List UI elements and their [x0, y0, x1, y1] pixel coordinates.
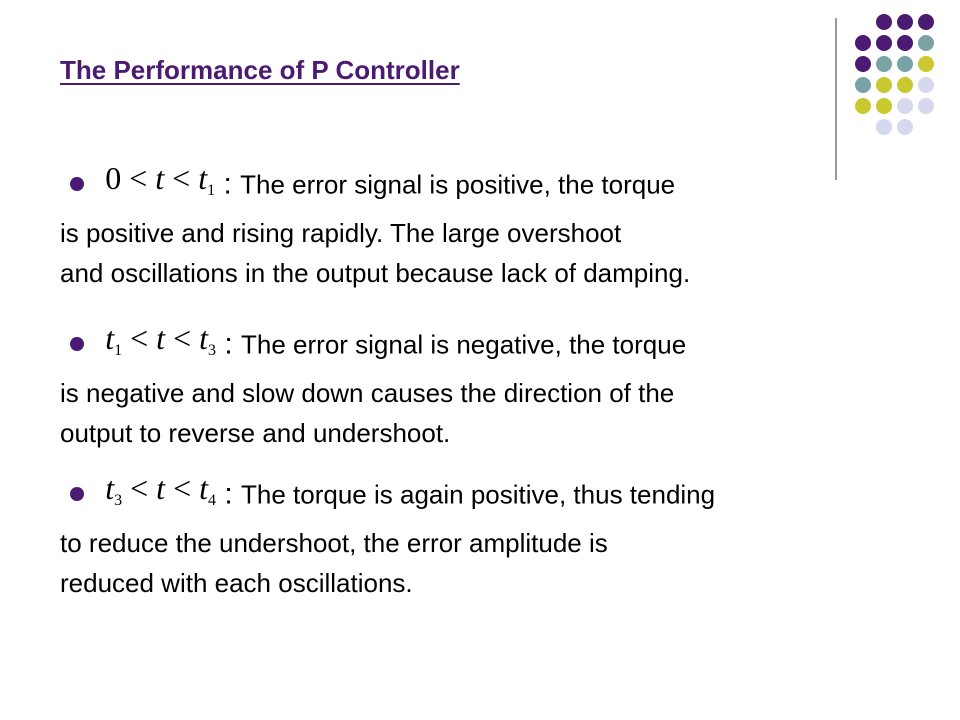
decorative-dot — [876, 77, 892, 93]
bullet-item-2 — [60, 320, 920, 453]
bullet-text-line: The error signal is positive, the torque — [240, 169, 676, 200]
bullet-text-line: reduced with each oscillations. — [60, 568, 413, 598]
decorative-dot — [918, 14, 934, 30]
bullet-text-line: is positive and rising rapidly. The large overshoot — [60, 218, 622, 248]
bullet-icon — [70, 337, 84, 351]
decorative-dot — [876, 98, 892, 114]
decorative-dot — [855, 56, 871, 72]
decorative-dot — [897, 77, 913, 93]
bullet-text-line: The torque is again positive, thus tending — [241, 479, 716, 510]
bullet-first-line — [60, 160, 920, 213]
decorative-dot — [876, 119, 892, 135]
bullet-text-line: The error signal is negative, the torque — [241, 329, 687, 360]
decorative-dot — [897, 14, 913, 30]
time-interval-expression: $t_3 < t < t_4$ — [105, 470, 216, 509]
separator: : — [215, 167, 241, 201]
decorative-dot — [897, 56, 913, 72]
separator: : — [216, 477, 242, 511]
decorative-dot — [897, 119, 913, 135]
decorative-dot — [855, 77, 871, 93]
decorative-dot — [918, 35, 934, 51]
decorative-dot — [855, 35, 871, 51]
bullet-text-line: is negative and slow down causes the direction of the — [60, 378, 675, 408]
separator: : — [216, 327, 242, 361]
bullet-item-1 — [60, 160, 920, 293]
decorative-dot — [876, 35, 892, 51]
bullet-text-line: output to reverse and undershoot. — [60, 418, 451, 448]
decorative-dot — [855, 98, 871, 114]
bullet-first-line — [60, 470, 920, 523]
bullet-icon — [70, 487, 84, 501]
bullet-icon — [70, 177, 84, 191]
decorative-dot — [918, 98, 934, 114]
decorative-dot — [897, 98, 913, 114]
decorative-dot — [918, 56, 934, 72]
time-interval-expression: $t_1 < t < t_3$ — [105, 320, 216, 359]
decorative-dot — [876, 14, 892, 30]
decorative-dot — [876, 56, 892, 72]
decorative-dot — [918, 77, 934, 93]
slide-title: The Performance of P Controller — [60, 55, 460, 85]
vertical-divider — [835, 18, 837, 180]
bullet-text-line: and oscillations in the output because lack of damping. — [60, 258, 691, 288]
bullet-text-line: to reduce the undershoot, the error amplitude is — [60, 528, 608, 558]
bullet-first-line — [60, 320, 920, 373]
decorative-dot — [897, 35, 913, 51]
bullet-item-3 — [60, 470, 920, 603]
time-interval-expression: $0 < t < t_1$ — [105, 160, 216, 199]
